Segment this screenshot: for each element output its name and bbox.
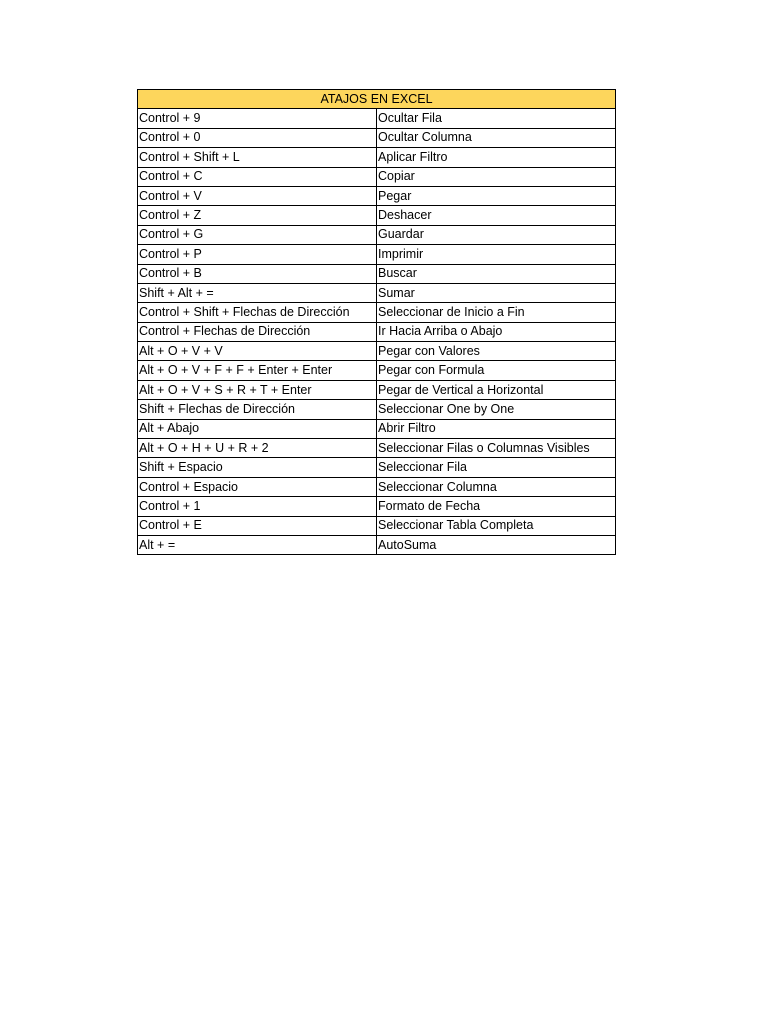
table-row <box>138 419 616 438</box>
action-cell: Copiar <box>377 167 616 186</box>
table-header-row <box>138 90 616 109</box>
table-row <box>138 477 616 496</box>
shortcut-cell: Alt + O + H + U + R + 2 <box>138 439 377 458</box>
shortcut-cell: Alt + O + V + V <box>138 342 377 361</box>
table-row <box>138 380 616 399</box>
shortcut-cell: Control + Shift + L <box>138 148 377 167</box>
action-cell: Seleccionar Tabla Completa <box>377 516 616 535</box>
shortcut-cell: Shift + Espacio <box>138 458 377 477</box>
shortcut-cell: Control + 9 <box>138 109 377 128</box>
shortcut-cell: Control + E <box>138 516 377 535</box>
action-cell: AutoSuma <box>377 535 616 554</box>
table-row <box>138 458 616 477</box>
table-row <box>138 109 616 128</box>
table-row <box>138 361 616 380</box>
shortcuts-sheet <box>137 89 616 555</box>
action-cell: Pegar <box>377 186 616 205</box>
shortcut-cell: Control + C <box>138 167 377 186</box>
table-row <box>138 535 616 554</box>
action-cell: Formato de Fecha <box>377 497 616 516</box>
shortcut-cell: Control + G <box>138 225 377 244</box>
action-cell: Seleccionar One by One <box>377 400 616 419</box>
table-row <box>138 497 616 516</box>
table-row <box>138 245 616 264</box>
action-cell: Pegar con Formula <box>377 361 616 380</box>
action-cell: Ir Hacia Arriba o Abajo <box>377 322 616 341</box>
action-cell: Sumar <box>377 283 616 302</box>
shortcut-cell: Control + Espacio <box>138 477 377 496</box>
table-row <box>138 128 616 147</box>
shortcut-cell: Control + V <box>138 186 377 205</box>
shortcut-cell: Control + Z <box>138 206 377 225</box>
shortcut-cell: Control + 0 <box>138 128 377 147</box>
shortcut-cell: Control + Shift + Flechas de Dirección <box>138 303 377 322</box>
table-row <box>138 322 616 341</box>
shortcut-cell: Alt + Abajo <box>138 419 377 438</box>
table-row <box>138 283 616 302</box>
shortcut-cell: Shift + Alt + = <box>138 283 377 302</box>
table-row <box>138 342 616 361</box>
table-row <box>138 303 616 322</box>
action-cell: Seleccionar de Inicio a Fin <box>377 303 616 322</box>
action-cell: Pegar de Vertical a Horizontal <box>377 380 616 399</box>
action-cell: Abrir Filtro <box>377 419 616 438</box>
action-cell: Seleccionar Fila <box>377 458 616 477</box>
shortcut-cell: Control + Flechas de Dirección <box>138 322 377 341</box>
table-row <box>138 225 616 244</box>
table-row <box>138 167 616 186</box>
shortcut-cell: Control + P <box>138 245 377 264</box>
action-cell: Seleccionar Columna <box>377 477 616 496</box>
table-row <box>138 206 616 225</box>
shortcut-cell: Shift + Flechas de Dirección <box>138 400 377 419</box>
action-cell: Aplicar Filtro <box>377 148 616 167</box>
shortcut-cell: Control + B <box>138 264 377 283</box>
table-row <box>138 148 616 167</box>
shortcut-cell: Alt + O + V + F + F + Enter + Enter <box>138 361 377 380</box>
action-cell: Guardar <box>377 225 616 244</box>
shortcut-cell: Alt + O + V + S + R + T + Enter <box>138 380 377 399</box>
action-cell: Deshacer <box>377 206 616 225</box>
table-row <box>138 516 616 535</box>
table-row <box>138 439 616 458</box>
shortcut-cell: Control + 1 <box>138 497 377 516</box>
shortcut-cell: Alt + = <box>138 535 377 554</box>
table-row <box>138 186 616 205</box>
action-cell: Pegar con Valores <box>377 342 616 361</box>
action-cell: Seleccionar Filas o Columnas Visibles <box>377 439 616 458</box>
action-cell: Ocultar Fila <box>377 109 616 128</box>
table-row <box>138 400 616 419</box>
shortcuts-table <box>137 89 616 555</box>
table-row <box>138 264 616 283</box>
action-cell: Imprimir <box>377 245 616 264</box>
action-cell: Ocultar Columna <box>377 128 616 147</box>
table-title: ATAJOS EN EXCEL <box>138 90 616 109</box>
action-cell: Buscar <box>377 264 616 283</box>
